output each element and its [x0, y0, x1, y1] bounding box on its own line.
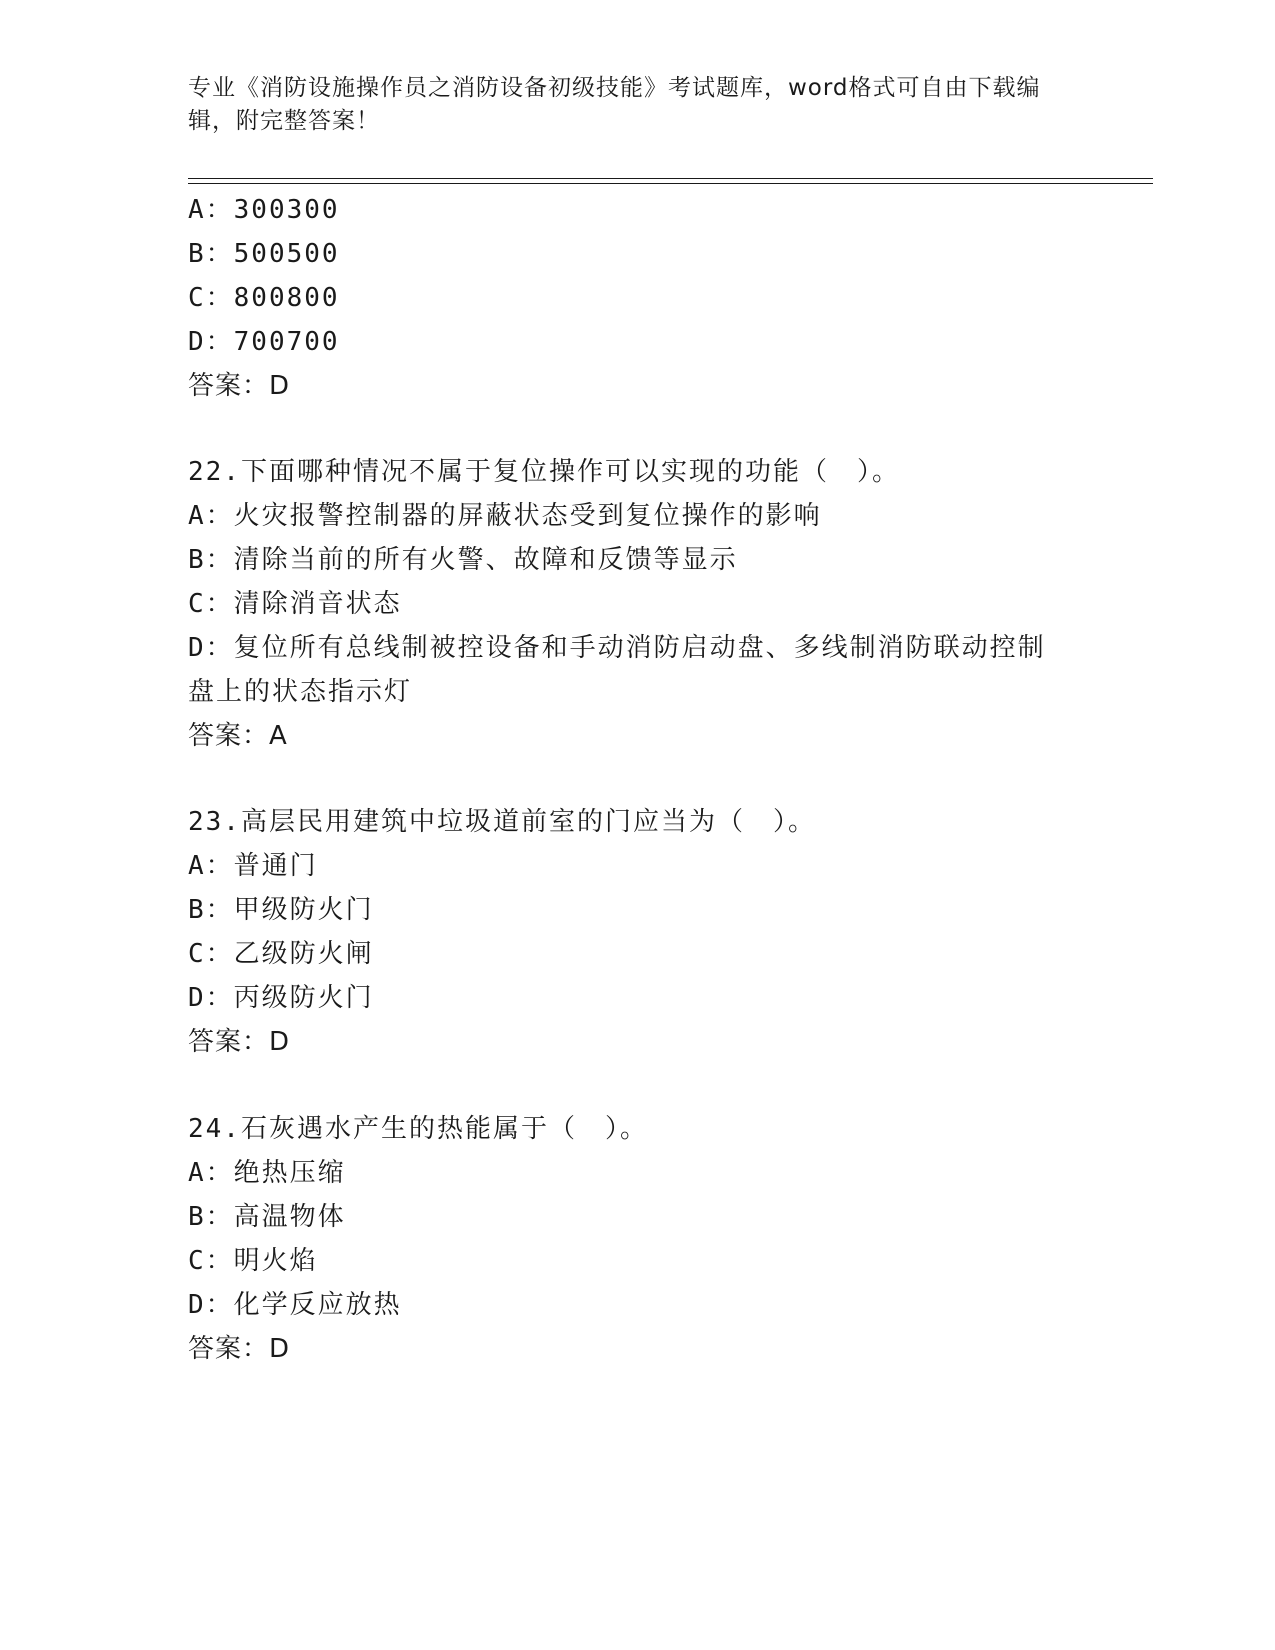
q22-option-d: D：复位所有总线制被控设备和手动消防启动盘、多线制消防联动控制 [188, 633, 1046, 663]
header-divider-bottom [188, 183, 1153, 184]
header-divider-top [188, 178, 1153, 179]
header-line-1: 专业《消防设施操作员之消防设备初级技能》考试题库，word格式可自由下载编 [188, 75, 1041, 101]
q24-option-a: A：绝热压缩 [188, 1158, 346, 1188]
q22-question: 22.下面哪种情况不属于复位操作可以实现的功能（ ）。 [188, 457, 900, 487]
header-line-2: 辑，附完整答案！ [188, 108, 380, 134]
q23-question: 23.高层民用建筑中垃圾道前室的门应当为（ ）。 [188, 807, 816, 837]
q23-option-a: A：普通门 [188, 851, 318, 881]
q24-option-c: C：明火焰 [188, 1246, 318, 1276]
q22-option-a: A：火灾报警控制器的屏蔽状态受到复位操作的影响 [188, 501, 822, 531]
q22-option-d-continued: 盘上的状态指示灯 [188, 677, 413, 707]
q22-answer: 答案：A [188, 721, 288, 751]
q24-option-b: B：高温物体 [188, 1202, 346, 1232]
document-header [188, 72, 1088, 138]
q21-option-d: D：700700 [188, 327, 340, 357]
q24-question: 24.石灰遇水产生的热能属于（ ）。 [188, 1114, 648, 1144]
q23-option-b: B：甲级防火门 [188, 895, 374, 925]
q23-answer: 答案：D [188, 1027, 291, 1057]
q21-answer: 答案：D [188, 371, 291, 401]
q24-option-d: D：化学反应放热 [188, 1290, 402, 1320]
q21-option-c: C：800800 [188, 283, 340, 313]
q21-option-a: A：300300 [188, 195, 340, 225]
q22-option-c: C：清除消音状态 [188, 589, 402, 619]
q22-option-b: B：清除当前的所有火警、故障和反馈等显示 [188, 545, 738, 575]
q21-option-b: B：500500 [188, 239, 340, 269]
q23-option-c: C：乙级防火闸 [188, 939, 374, 969]
q24-answer: 答案：D [188, 1334, 291, 1364]
q23-option-d: D：丙级防火门 [188, 983, 374, 1013]
